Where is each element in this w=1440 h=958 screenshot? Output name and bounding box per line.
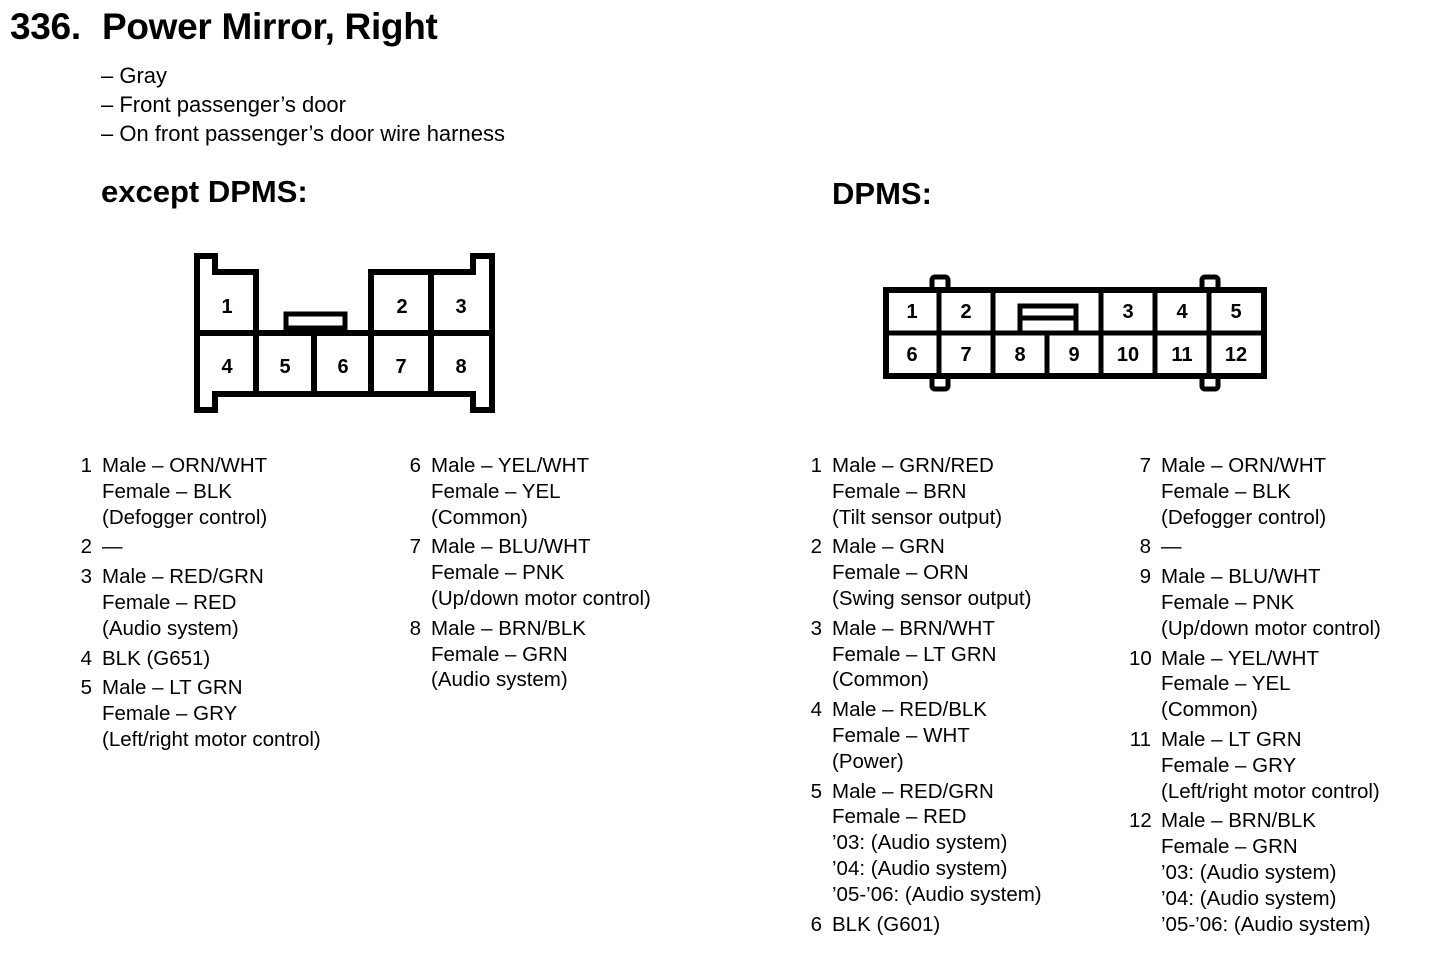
dpms-pin-list-right [1129,453,1381,941]
pin-description-line: — [102,535,123,559]
pin-description-line: Female – YEL [431,479,561,503]
pin-description-line: (Power) [832,749,904,773]
cavity-label-11: 11 [1171,344,1193,366]
pin-number: 2 [810,535,822,559]
pin-description [1161,564,1381,641]
pin-description-line: Male – RED/GRN [102,565,264,589]
pin-description-line: Female – YEL [1161,672,1291,696]
pin-number: 2 [80,535,92,559]
cavity-label-9: 9 [1068,344,1080,366]
pin-description-line: (Left/right motor control) [102,727,321,751]
cavity-label-5: 5 [279,356,291,378]
cavity-label-8: 8 [455,356,467,378]
pin-description [102,646,321,672]
pin-entry-4 [800,697,1042,774]
pin-entry-9 [1129,564,1381,641]
pin-description-line: (Defogger control) [1161,505,1327,529]
pin-entry-6 [399,453,651,530]
pin-entry-3 [800,616,1042,693]
cavity-label-6: 6 [906,344,918,366]
dpms-heading: DPMS: [832,176,932,211]
cavity-label-1: 1 [906,301,918,323]
pin-description-line: Male – LT GRN [1161,727,1302,751]
pin-description-line: (Up/down motor control) [431,586,651,610]
pin-entry-7 [399,534,651,611]
pin-entry-10 [1129,646,1381,723]
pin-number: 5 [810,779,822,803]
except-dpms-connector-diagram [190,248,500,418]
pin-description-line: Female – WHT [832,723,970,747]
pin-entry-3 [70,564,321,641]
detail-color: – Gray [101,63,168,88]
pin-description-line: Male – BRN/BLK [1161,809,1316,833]
pin-number: 5 [80,676,92,700]
pin-description-line: Male – ORN/WHT [102,454,268,477]
pin-description-line: (Common) [431,505,528,529]
pin-entry-1 [800,453,1042,530]
except-dpms-pin-list-left [70,453,321,757]
detail-location: – Front passenger’s door [101,92,346,117]
pin-description-line: (Tilt sensor output) [832,505,1003,529]
pin-description-line: Male – YEL/WHT [1161,646,1319,670]
pin-description [431,616,651,693]
pin-description-line: Male – RED/GRN [832,779,994,803]
pin-number: 10 [1129,646,1152,670]
cavity-label-7: 7 [395,356,407,378]
pin-description-line: Female – GRN [431,642,568,666]
pin-description [832,779,1042,908]
pin-description-line: Female – GRY [102,702,238,726]
pin-description [102,453,321,530]
detail-harness: – On front passenger’s door wire harness [101,121,505,146]
pin-entry-5 [800,779,1042,908]
pin-description [1161,727,1381,804]
pin-description-line: BLK (G651) [102,646,211,670]
dpms-pin-list-left [800,453,1042,941]
pin-description [832,534,1042,611]
pin-entry-12 [1129,808,1381,937]
cavity-label-3: 3 [455,296,467,318]
cavity-label-1: 1 [221,296,233,318]
pin-description [1161,808,1381,937]
pin-entry-7 [1129,453,1381,530]
pin-description-line: Male – BRN/BLK [431,616,586,640]
pin-description [832,912,1042,938]
pin-description-line: Female – GRN [1161,835,1298,859]
pin-description [1161,646,1381,723]
connector-tab [932,376,948,389]
cavity-label-3: 3 [1122,301,1134,323]
pin-description-line: Female – BLK [1161,479,1291,503]
pin-description-line: Female – RED [832,805,967,829]
pin-entry-2 [70,534,321,560]
pin-description-line: (Audio system) [431,668,568,692]
pin-number: 3 [810,616,822,640]
except-dpms-heading: except DPMS: [101,174,308,209]
cavity-label-10: 10 [1116,344,1140,366]
cavity-label-2: 2 [960,301,972,323]
except-dpms-pin-list-right [399,453,651,697]
pin-description-line: (Swing sensor output) [832,586,1032,610]
pin-number: 11 [1129,727,1151,751]
connector-number: 336. [10,6,81,47]
pin-description-line: Female – PNK [1161,590,1295,614]
pin-description-line: Male – RED/BLK [832,698,987,722]
cavity-label-7: 7 [960,344,972,366]
pin-description-line: Female – BRN [832,479,967,503]
cavity-label-4: 4 [221,356,233,378]
dpms-connector-diagram [878,270,1273,396]
cavity-label-4: 4 [1176,301,1188,323]
pin-entry-11 [1129,727,1381,804]
pin-description-line: (Defogger control) [102,505,268,529]
pin-description [832,453,1042,530]
cavity-label-8: 8 [1014,344,1026,366]
pin-number: 6 [409,454,421,477]
pin-description-line: (Audio system) [102,616,239,640]
pin-description-line: Female – ORN [832,561,969,585]
pin-entry-4 [70,646,321,672]
pin-description-line: Male – GRN [832,535,945,559]
page-title [10,6,438,48]
pin-description-line: (Common) [1161,698,1258,722]
connector-tab [932,277,948,290]
pin-description-line: ’05-’06: (Audio system) [1161,912,1371,936]
pin-number: 8 [1139,535,1151,559]
pin-entry-5 [70,675,321,752]
cavity-label-5: 5 [1230,301,1242,323]
pin-description [102,675,321,752]
pin-description-line: Male – BRN/WHT [832,616,995,640]
pin-description-line: Male – ORN/WHT [1161,454,1327,477]
pin-description-line: ’03: (Audio system) [1161,860,1337,884]
pin-number: 3 [80,565,92,589]
pin-description-line: (Left/right motor control) [1161,779,1380,803]
cavity-label-2: 2 [396,296,408,318]
pin-description-line: Female – RED [102,590,237,614]
pin-description-line: ’03: (Audio system) [832,831,1008,855]
pin-description [102,534,321,560]
pin-number: 7 [1139,454,1151,477]
pin-description-line: (Up/down motor control) [1161,616,1381,640]
pin-number: 12 [1129,809,1152,833]
pin-description-line: Female – PNK [431,561,565,585]
pin-description-line: BLK (G601) [832,912,941,936]
cavity-label-6: 6 [337,356,349,378]
pin-description-line: Male – LT GRN [102,676,243,700]
connector-tab [1202,376,1218,389]
pin-number: 1 [80,454,92,477]
pin-description-line: — [1161,535,1182,559]
pin-description-line: ’04: (Audio system) [1161,886,1337,910]
pin-number: 1 [810,454,822,477]
pin-entry-6 [800,912,1042,938]
pin-entry-8 [1129,534,1381,560]
pin-number: 8 [409,616,421,640]
pin-description-line: Female – LT GRN [832,642,997,666]
pin-number: 4 [80,646,92,670]
pin-description-line: Female – BLK [102,479,232,503]
pin-description-line: ’05-’06: (Audio system) [832,882,1042,906]
pin-number: 9 [1139,565,1151,589]
pin-description-line: Male – BLU/WHT [1161,565,1321,589]
connector-title: Power Mirror, Right [102,6,438,47]
pin-description [1161,453,1381,530]
pin-entry-2 [800,534,1042,611]
pin-description [431,453,651,530]
pin-description [102,564,321,641]
pin-description [1161,534,1381,560]
pin-entry-8 [399,616,651,693]
pin-description-line: Female – GRY [1161,753,1297,777]
pin-description-line: Male – GRN/RED [832,454,994,477]
pin-description [431,534,651,611]
pin-description [832,697,1042,774]
pin-description-line: Male – BLU/WHT [431,535,591,559]
pin-description-line: (Common) [832,668,929,692]
pin-entry-1 [70,453,321,530]
pin-number: 7 [409,535,421,559]
pin-description-line: Male – YEL/WHT [431,454,589,477]
pin-number: 6 [810,912,822,936]
connector-tab [1202,277,1218,290]
connector-details [101,61,505,148]
pin-number: 4 [810,698,822,722]
connector-latch [286,314,345,328]
pin-description-line: ’04: (Audio system) [832,856,1008,880]
cavity-label-12: 12 [1224,344,1248,366]
pin-description [832,616,1042,693]
